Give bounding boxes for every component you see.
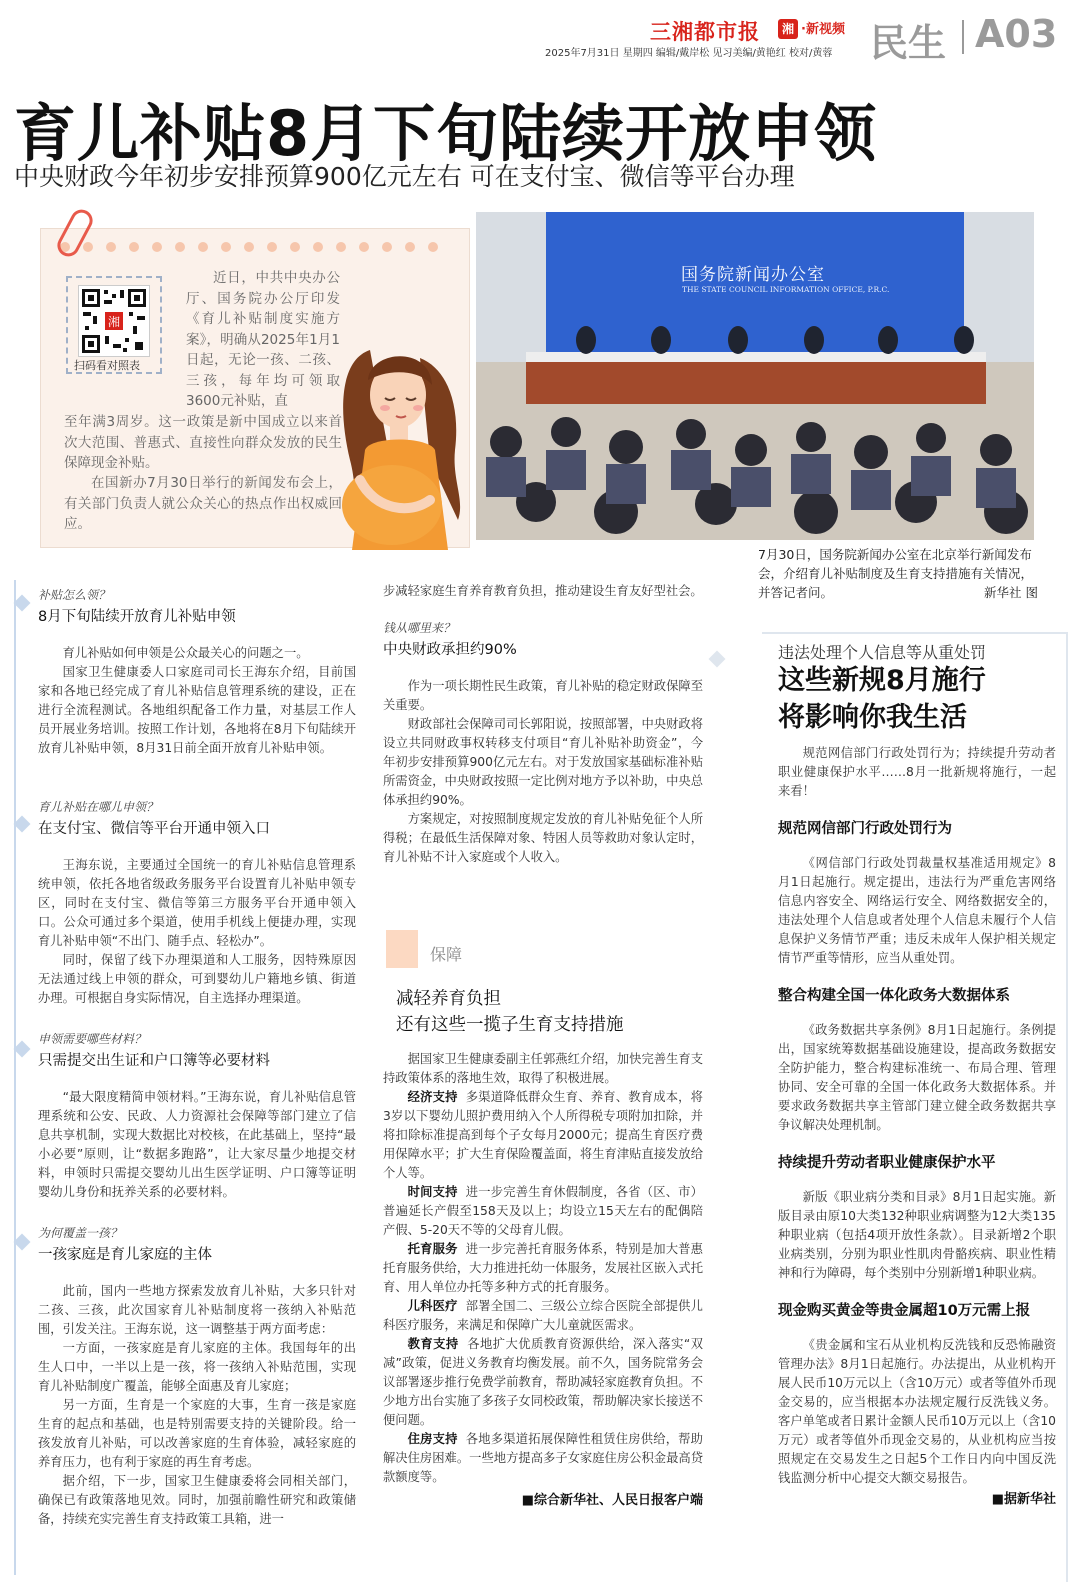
paragraph: 规范网信部门行政处罚行为；持续提升劳动者职业健康保护水平……8月一批新规将施行，一起来看！: [778, 746, 1056, 798]
photo-caption-text: 7月30日，国务院新闻办公室在北京举行新闻发布会，介绍育儿补贴制度及生育支持措施有关情况，并答记者问。: [758, 547, 1034, 600]
diamond-marker-icon: [709, 651, 726, 668]
section-title: 中央财政承担约90%: [383, 642, 517, 658]
measure-paragraph: 时间支持 进一步完善生育休假制度，各省（区、市）普遍延长产假至158天及以上；均设立15天左右的配偶陪产假、5-20天不等的父母育儿假。: [383, 1185, 703, 1237]
section-how-to-apply: [38, 586, 356, 758]
video-logo: [778, 18, 845, 39]
masthead-divider: [962, 20, 964, 54]
paragraph: 一方面，一孩家庭是育儿家庭的主体。我国每年的出生人口中，一半以上是一孩，将一孩纳入补贴范围，实现育儿补贴制度广覆盖，能够全面惠及育儿家庭；: [38, 1341, 356, 1393]
paragraph: 方案规定，对按照制度规定发放的育儿补贴免征个人所得税；在最低生活保障对象、特困人员等救助对象认定时，育儿补贴不计入家庭或个人收入。: [383, 812, 703, 864]
section-name: 民生: [870, 21, 947, 65]
paragraph: 王海东说，主要通过全国统一的育儿补贴信息管理系统申领，依托各地省级政务服务平台设置育儿补贴申领专区，同时在支付宝、微信等第三方服务平台开通申领入口。公众可通过多个渠道，使用手机线上便捷办理，实现育儿补贴申领“不出门、随手点、轻松办”。: [38, 858, 356, 948]
measure-lead: 时间支持: [407, 1185, 458, 1199]
paragraph: 作为一项长期性民生政策，育儿补贴的稳定财政保障至关重要。: [383, 679, 703, 712]
measure-paragraph: 儿科医疗 部署全国二、三级公立综合医院全部提供儿科医疗服务，来满足和保障广大儿童就医需求。: [383, 1299, 703, 1332]
left-column-rule: [14, 580, 16, 1575]
paragraph: 国家卫生健康委人口家庭司司长王海东介绍，目前国家和各地已经完成了育儿补贴信息管理系统的建设，正在进行全流程测试。各地组织配备工作力量，对基层工作人员开展业务培训。按照工作计划，各地将在8月下旬陆续开放育儿补贴申领，8月31日前全面开放育儿补贴申领。: [38, 665, 356, 755]
diamond-marker-icon: [14, 1234, 31, 1251]
bookmark-icon: [386, 930, 418, 968]
section-title: 8月下旬陆续开放育儿补贴申领: [38, 609, 236, 625]
section-title: 在支付宝、微信等平台开通申领入口: [38, 821, 270, 837]
measure-lead: 教育支持: [407, 1337, 459, 1351]
page-number: A03: [975, 12, 1058, 56]
measure-paragraph: 教育支持 各地扩大优质教育资源供给，深入落实“双减”政策，促进义务教育均衡发展。前不久，国务院常务会议部署逐步推行免费学前教育，帮助减轻家庭教育负担。不少地方出台实施了多孩子女同校政策，帮助解决家长接送不便问题。: [383, 1337, 703, 1427]
measure-lead: 住房支持: [407, 1432, 458, 1446]
press-conference-photo: [476, 212, 1034, 540]
question-label: 育儿补贴在哪儿申领？: [38, 800, 159, 814]
intro-text-bottom: 在国新办7月30日举行的新闻发布会上，有关部门负责人就公众关心的热点作出权威回应。: [64, 475, 342, 532]
measure-paragraph: 经济支持 多渠道降低群众生育、养育、教育成本，将3岁以下婴幼儿照护费用纳入个人所得税专项附加扣除，并将扣除标准提高到每个子女每月2000元；提高生育医疗费用保障水平；扩大生育保险覆盖面，将生育津贴直接发放给个人等。: [383, 1090, 703, 1180]
paragraph: 《网信部门行政处罚裁量权基准适用规定》8月1日起施行。规定提出，违法行为严重危害网络信息内容安全、网络运行安全、网络数据安全的，违法处理个人信息或者处理个人信息未履行个人信息保护义务情节严重；违反未成年人保护相关规定情节严重等情形，应当从重处罚。: [778, 856, 1056, 965]
question-label: 补贴怎么领？: [38, 588, 111, 602]
middle-top-block: [383, 582, 703, 867]
question-label: 申领需要哪些材料？: [38, 1032, 147, 1046]
qr-caption: 扫码看对照表: [74, 359, 140, 372]
support-measures-title: [396, 986, 624, 1038]
paragraph-continued: 步减轻家庭生育养育教育负担，推动建设生育友好型社会。: [383, 584, 703, 598]
section-title: 只需提交出生证和户口簿等必要材料: [38, 1053, 270, 1069]
paragraph: 同时，保留了线下办理渠道和人工服务，因特殊原因无法通过线上申领的群众，可到婴幼儿户籍地乡镇、街道办理。可根据自身实际情况，自主选择办理渠道。: [38, 953, 356, 1005]
question-label: 为何覆盖一孩？: [38, 1226, 123, 1240]
rule-title: 持续提升劳动者职业健康保护水平: [778, 1155, 996, 1171]
pregnant-woman-illustration: [330, 340, 480, 550]
section-materials: [38, 1030, 356, 1202]
measure-lead: 托育服务: [407, 1242, 458, 1256]
right-headline-line-1: 这些新规8月施行: [778, 665, 986, 696]
paragraph: 据国家卫生健康委副主任郭燕红介绍，加快完善生育支持政策体系的落地生效，取得了积极进展。: [383, 1052, 703, 1085]
paragraph: 《政务数据共享条例》8月1日起施行。条例提出，国家统筹数据基础设施建设，提高政务数据安全防护能力，整合构建标准统一、布局合理、管理协同、安全可靠的全国一体化政务大数据体系。并要求政务数据共享主管部门建立健全政务数据共享争议解决处理机制。: [778, 1023, 1056, 1132]
right-headline: [778, 662, 986, 736]
rule-title: 规范网信部门行政处罚行为: [778, 821, 952, 837]
video-badge: 湘: [778, 19, 798, 39]
paragraph: “最大限度精简申领材料。”王海东说，育儿补贴信息管理系统和公安、民政、人力资源社会保障等部门建立了信息共享机制，实现大数据比对校核，在此基础上，坚持“最小必要”原则，让“数据多跑路”，让大家尽量少地提交材料，申领时只需提交婴幼儿出生医学证明、户口簿等证明婴幼儿身份和抚养关系的必要材料。: [38, 1090, 356, 1199]
new-rules-body: [778, 744, 1056, 1507]
photo-backdrop-title: 国务院新闻办公室: [681, 265, 825, 285]
paragraph: 《贵金属和宝石从业机构反洗钱和反恐怖融资管理办法》8月1日起施行。办法提出，从业机构开展人民币10万元以上（含10万元）或者等值外币现金交易的，应当根据本办法规定履行反洗钱义务。客户单笔或者日累计金额人民币10万元以上（含10万元）或者等值外币现金交易的，从业机构应当按照规定在交易发生之日起5个工作日内向中国反洗钱监测分析中心提交大额交易报告。: [778, 1338, 1056, 1485]
headline: 育儿补贴8月下旬陆续开放申领: [14, 97, 878, 170]
photo-credit: 新华社 图: [984, 585, 1038, 600]
source-note: ■综合新华社、人民日报客户端: [521, 1493, 703, 1508]
subheadline: 中央财政今年初步安排预算900亿元左右 可在支付宝、微信等平台办理: [14, 162, 795, 191]
right-pretitle: 违法处理个人信息等从重处罚: [778, 643, 987, 662]
section-first-child: [38, 1224, 356, 1529]
rule-title: 现金购买黄金等贵金属超10万元需上报: [778, 1303, 1031, 1319]
measure-lead: 经济支持: [407, 1090, 458, 1104]
diamond-marker-icon: [14, 595, 31, 612]
source-note: ■据新华社: [991, 1492, 1056, 1507]
newspaper-name: 三湘都市报: [650, 20, 760, 44]
section-where-to-apply: [38, 798, 356, 1008]
title-line-2: 还有这些一揽子生育支持措施: [396, 1015, 624, 1035]
rule-title: 整合构建全国一体化政务大数据体系: [778, 988, 1010, 1004]
intro-text-middle: 至年满3周岁。这一政策是新中国成立以来首次大范围、普惠式、直接性向群众发放的民生保障现金补贴。: [64, 414, 342, 471]
photo-caption: [758, 545, 1038, 602]
paragraph: 新版《职业病分类和目录》8月1日起实施。新版目录由原10大类132种职业病调整为12大类135种职业病（包括4项开放性条款）。目录新增2个职业病类别，分别为职业性肌肉骨骼疾病、职业性精神和行为障碍，每个类别中分别新增1种职业病。: [778, 1190, 1056, 1280]
qr-code-icon[interactable]: [78, 285, 150, 357]
photo-backdrop-subtitle: THE STATE COUNCIL INFORMATION OFFICE, P.R.C.: [682, 285, 890, 294]
title-line-1: 减轻养育负担: [396, 989, 501, 1009]
video-label: ·新视频: [801, 22, 845, 37]
paragraph: 另一方面，生育是一个家庭的大事，生育一孩是家庭生育的起点和基础，也是特别需要支持的关键阶段。给一孩发放育儿补贴，可以改善家庭的生育体验，减轻家庭的养育压力，也有利于家庭的再生育考虑。: [38, 1398, 356, 1469]
measure-lead: 儿科医疗: [407, 1299, 458, 1313]
diamond-marker-icon: [14, 1041, 31, 1058]
paragraph: 育儿补贴如何申领是公众最关心的问题之一。: [62, 646, 309, 660]
paragraph: 财政部社会保障司司长郭阳说，按照部署，中央财政将设立共同财政事权转移支付项目“育儿补贴补助资金”，今年初步安排预算900亿元左右。对于发放国家基础标准补贴所需资金，中央财政按照一定比例对地方予以补助，中央总体承担约90%。: [383, 717, 703, 807]
diamond-marker-icon: [14, 816, 31, 833]
right-headline-line-2: 将影响你我生活: [778, 702, 967, 733]
svg-text:湘: 湘: [107, 315, 121, 329]
question-label: 钱从哪里来？: [383, 621, 456, 635]
intro-text-top: 近日，中共中央办公厅、国务院办公厅印发《育儿补贴制度实施方案》，明确从2025年1月1日起，无论一孩、二孩、三孩，每年均可领取3600元补贴，直: [186, 270, 340, 409]
note-binding-holes: [60, 242, 460, 252]
paragraph: 据介绍，下一步，国家卫生健康委将会同相关部门，确保已有政策落地见效。同时，加强前瞻性研究和政策储备，持续充实完善生育支持政策工具箱，进一: [38, 1474, 356, 1526]
support-measures-body: [383, 1050, 703, 1508]
paragraph: 此前，国内一些地方探索发放育儿补贴，大多只针对二孩、三孩，此次国家育儿补贴制度将一孩纳入补贴范围，引发关注。王海东说，这一调整基于两方面考虑：: [38, 1284, 356, 1336]
measure-paragraph: 住房支持 各地多渠道拓展保障性租赁住房供给，帮助解决住房困难。一些地方提高多子女家庭住房公积金最高贷款额度等。: [383, 1432, 703, 1484]
section-title: 一孩家庭是育儿家庭的主体: [38, 1247, 212, 1263]
dateline: 2025年7月31日 星期四 编辑/戴岸松 见习美编/黄艳红 校对/黄蓉: [545, 48, 833, 59]
column-badge: 保障: [430, 945, 463, 964]
measure-paragraph: 托育服务 进一步完善托育服务体系，特别是加大普惠托育服务供给，大力推进托幼一体服务，发展社区嵌入式托育、用人单位办托等多种方式的托育服务。: [383, 1242, 703, 1294]
